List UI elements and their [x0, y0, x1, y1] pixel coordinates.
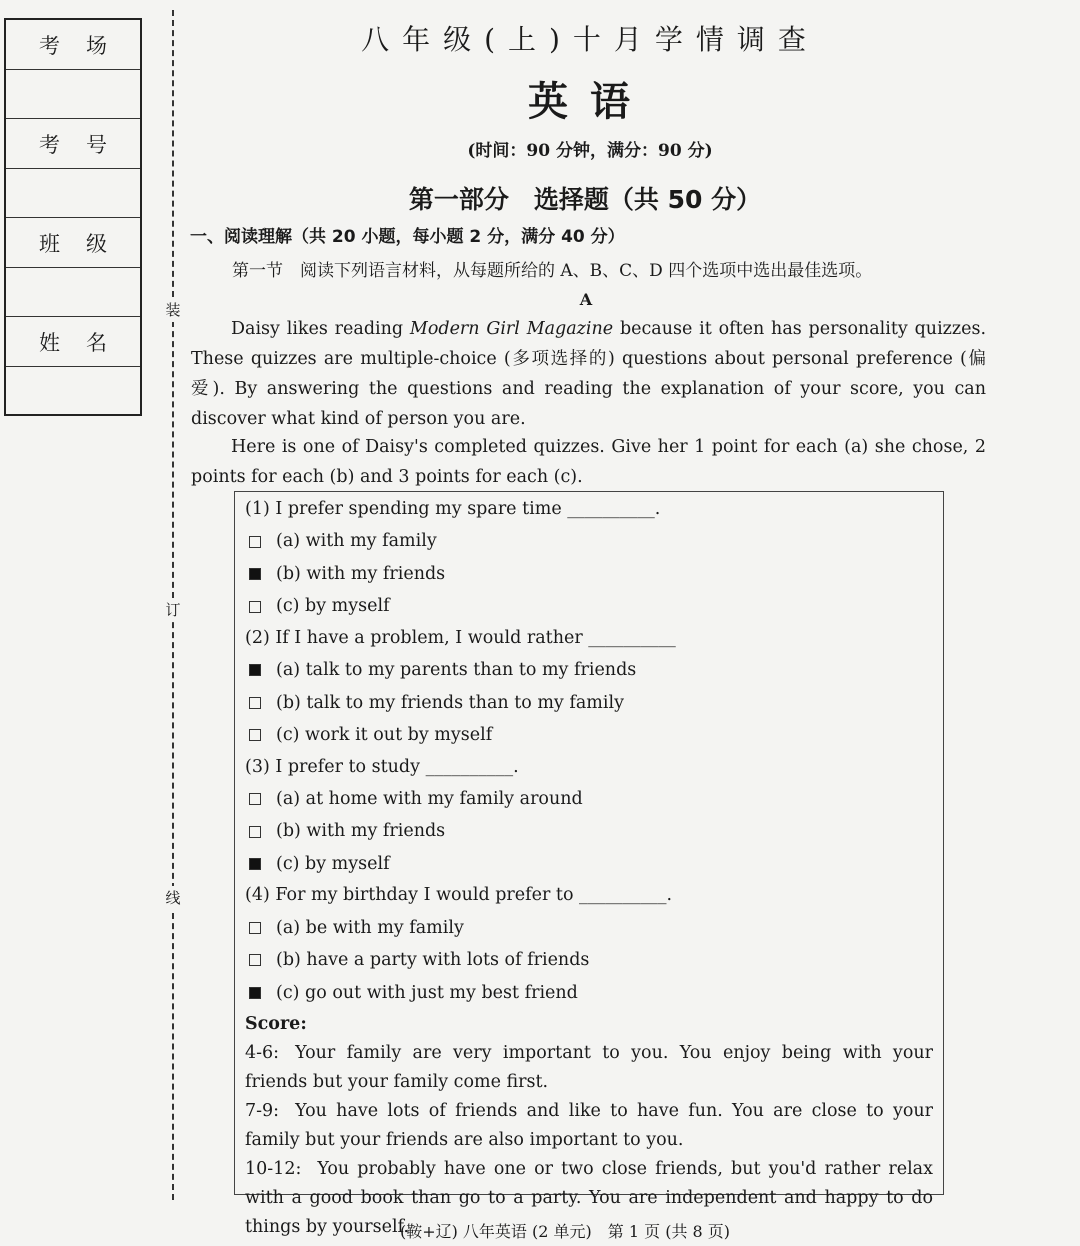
- exam-number-label: 考号: [6, 119, 140, 169]
- option-label: (c) by myself: [276, 596, 390, 617]
- option-4b[interactable]: [245, 944, 933, 977]
- passage-letter: A: [579, 290, 593, 309]
- option-label: (a) be with my family: [276, 917, 464, 938]
- p1-pre: Daisy likes reading: [231, 319, 410, 339]
- score-text: You probably have one or two close friends, but you'd rather relax with a good book than go to a party. You are independent and happy to do things by yourself.: [245, 1159, 933, 1238]
- option-label: (c) go out with just my best friend: [276, 982, 578, 1003]
- option-3a[interactable]: [245, 783, 933, 816]
- option-2c[interactable]: [245, 719, 933, 752]
- checkbox-checked[interactable]: [249, 664, 261, 676]
- option-4a[interactable]: [245, 912, 933, 945]
- question-3: (3) I prefer to study __________.: [245, 756, 519, 777]
- option-label: (c) by myself: [276, 853, 390, 874]
- passage-paragraph-2: Here is one of Daisy's completed quizzes. Give her 1 point for each (a) she chose, 2 points for each (b) and 3 points for each (c).: [191, 437, 986, 487]
- question-2: (2) If I have a problem, I would rather __________: [245, 627, 676, 648]
- name-field[interactable]: [6, 367, 140, 416]
- exam-title: 八年级(上)十月学情调查: [361, 23, 819, 56]
- exam-room-label: 考场: [6, 20, 140, 70]
- option-3b[interactable]: [245, 815, 933, 848]
- passage-text: [191, 314, 986, 492]
- section-title: 一、阅读理解（共 20 小题，每小题 2 分，满分 40 分）: [190, 227, 625, 247]
- passage-paragraph-1: [191, 314, 986, 434]
- checkbox[interactable]: [249, 793, 261, 805]
- option-4c[interactable]: [245, 977, 933, 1010]
- name-label: 姓名: [6, 317, 140, 367]
- class-label: 班级: [6, 218, 140, 268]
- option-label: (a) talk to my parents than to my friends: [276, 660, 637, 681]
- score-range: 7-9:: [245, 1101, 280, 1122]
- option-1a[interactable]: [245, 525, 933, 558]
- option-3c[interactable]: [245, 848, 933, 881]
- page-footer: (鞍+辽) 八年英语 (2 单元) 第 1 页 (共 8 页): [399, 1222, 731, 1241]
- option-label: (c) work it out by myself: [276, 725, 493, 746]
- score-range: 10-12:: [245, 1159, 302, 1180]
- checkbox-checked[interactable]: [249, 568, 261, 580]
- checkbox[interactable]: [249, 954, 261, 966]
- binding-mark-zhuang: 装: [163, 298, 183, 322]
- subject-title: 英语: [528, 78, 652, 125]
- p1-post: because it often has personality quizzes. These quizzes are multiple-choice (多项选择的) questions about personal preference (偏爱). By answering the questions and reading the explanation of your score, you can discover what kind of person you are.: [191, 319, 987, 429]
- option-label: (b) talk to my friends than to my family: [276, 692, 624, 713]
- option-label: (a) with my family: [276, 531, 437, 552]
- score-text: You have lots of friends and like to have fun. You are close to your family but your friends are also important to you.: [245, 1101, 933, 1151]
- option-2a[interactable]: [245, 654, 933, 687]
- binding-mark-ding: 订: [163, 598, 183, 622]
- option-label: (b) have a party with lots of friends: [276, 950, 590, 971]
- part-title: 第一部分 选择题（共 50 分）: [408, 185, 762, 214]
- question-1: (1) I prefer spending my spare time __________.: [245, 499, 661, 519]
- magazine-title: Modern Girl Magazine: [409, 319, 614, 339]
- checkbox[interactable]: [249, 697, 261, 709]
- score-range: 4-6:: [245, 1043, 280, 1064]
- checkbox[interactable]: [249, 922, 261, 934]
- score-heading: Score:: [245, 1014, 307, 1035]
- option-1c[interactable]: [245, 590, 933, 623]
- score-7-9: [245, 1097, 933, 1155]
- option-1b[interactable]: [245, 558, 933, 591]
- option-2b[interactable]: [245, 687, 933, 720]
- checkbox-checked[interactable]: [249, 987, 261, 999]
- checkbox[interactable]: [249, 826, 261, 838]
- score-text: Your family are very important to you. You enjoy being with your friends but your family come first.: [245, 1043, 933, 1093]
- checkbox[interactable]: [249, 729, 261, 741]
- checkbox-checked[interactable]: [249, 858, 261, 870]
- question-4: (4) For my birthday I would prefer to __________.: [245, 885, 673, 906]
- score-4-6: [245, 1039, 933, 1097]
- option-label: (a) at home with my family around: [276, 788, 583, 809]
- option-label: (b) with my friends: [276, 563, 446, 584]
- option-label: (b) with my friends: [276, 821, 446, 842]
- checkbox[interactable]: [249, 536, 261, 548]
- checkbox[interactable]: [249, 601, 261, 613]
- binding-mark-xian: 线: [163, 886, 183, 910]
- time-info: (时间：90 分钟，满分：90 分): [467, 141, 713, 161]
- sub-instruction: 第一节 阅读下列语言材料，从每题所给的 A、B、C、D 四个选项中选出最佳选项。: [232, 261, 873, 281]
